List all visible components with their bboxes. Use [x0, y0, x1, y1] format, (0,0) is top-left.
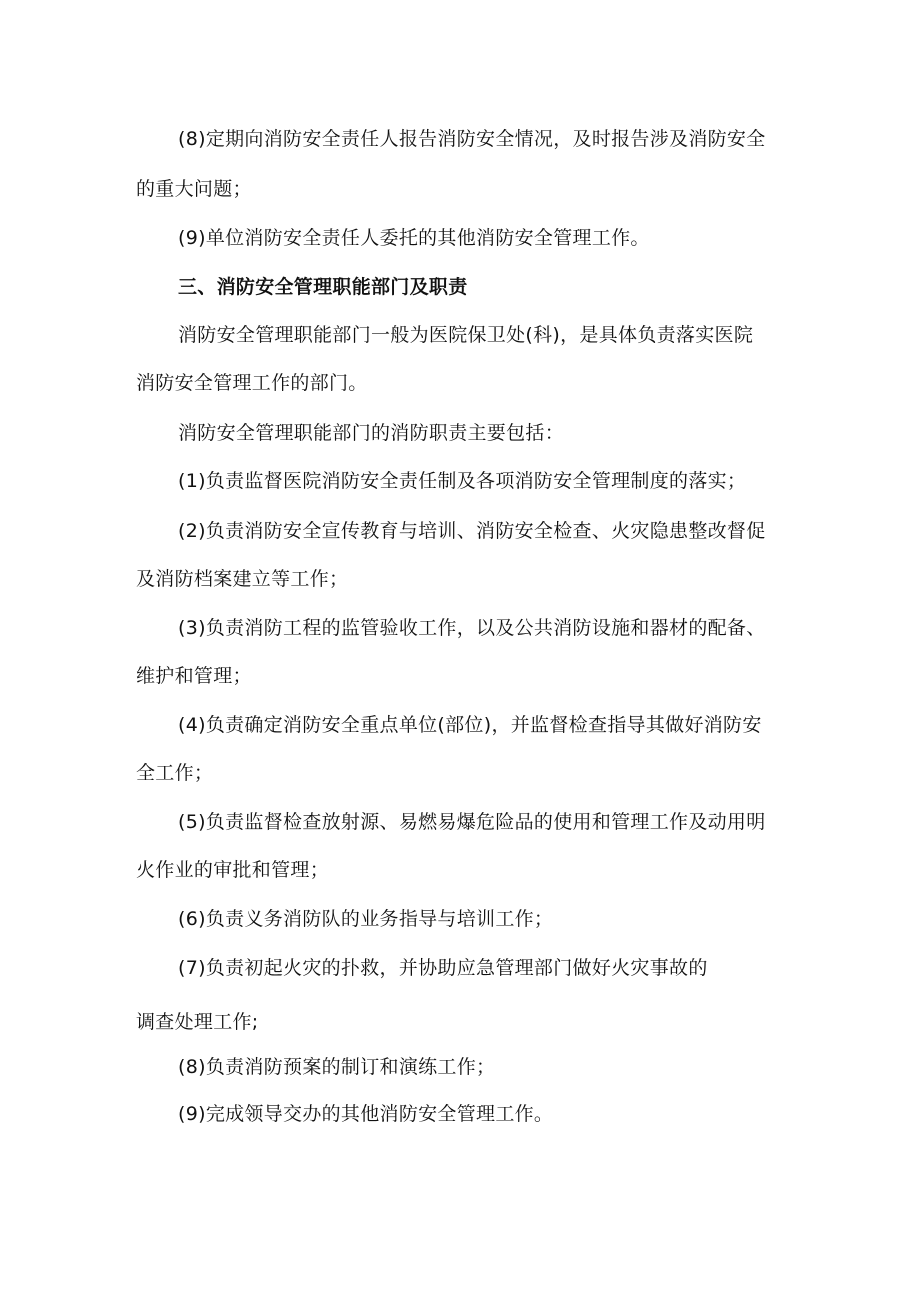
paragraph-line: 消防安全管理工作的部门。	[136, 372, 368, 394]
list-item-continuation: 及消防档案建立等工作；	[136, 568, 349, 590]
list-item: (5)负责监督检查放射源、易燃易爆危险品的使用和管理工作及动用明	[178, 811, 766, 833]
list-item-continuation: 调查处理工作;	[136, 1011, 259, 1033]
list-item: (2)负责消防安全宣传教育与培训、消防安全检查、火灾隐患整改督促	[178, 520, 766, 542]
list-item: (8)负责消防预案的制订和演练工作；	[178, 1056, 496, 1078]
list-item: (1)负责监督医院消防安全责任制及各项消防安全管理制度的落实；	[178, 470, 747, 492]
paragraph-line: 消防安全管理职能部门的消防职责主要包括：	[178, 422, 565, 444]
list-item: (9)完成领导交办的其他消防安全管理工作。	[178, 1103, 554, 1125]
list-item: (4)负责确定消防安全重点单位(部位)，并监督检查指导其做好消防安	[178, 714, 762, 736]
list-item: (7)负责初起火灾的扑救，并协助应急管理部门做好火灾事故的	[178, 957, 708, 979]
paragraph-line: (8)定期向消防安全责任人报告消防安全情况，及时报告涉及消防安全	[178, 128, 766, 150]
list-item: (6)负责义务消防队的业务指导与培训工作；	[178, 908, 554, 930]
list-item-continuation: 全工作；	[136, 762, 214, 784]
list-item-continuation: 火作业的审批和管理；	[136, 859, 330, 881]
section-heading: 三、消防安全管理职能部门及职责	[178, 276, 468, 298]
list-item: (3)负责消防工程的监管验收工作，以及公共消防设施和器材的配备、	[178, 617, 766, 639]
paragraph-line: (9)单位消防安全责任人委托的其他消防安全管理工作。	[178, 227, 650, 249]
paragraph-line: 消防安全管理职能部门一般为医院保卫处(科)，是具体负责落实医院	[178, 324, 754, 346]
list-item-continuation: 维护和管理；	[136, 665, 252, 687]
paragraph-line: 的重大问题；	[136, 178, 252, 200]
